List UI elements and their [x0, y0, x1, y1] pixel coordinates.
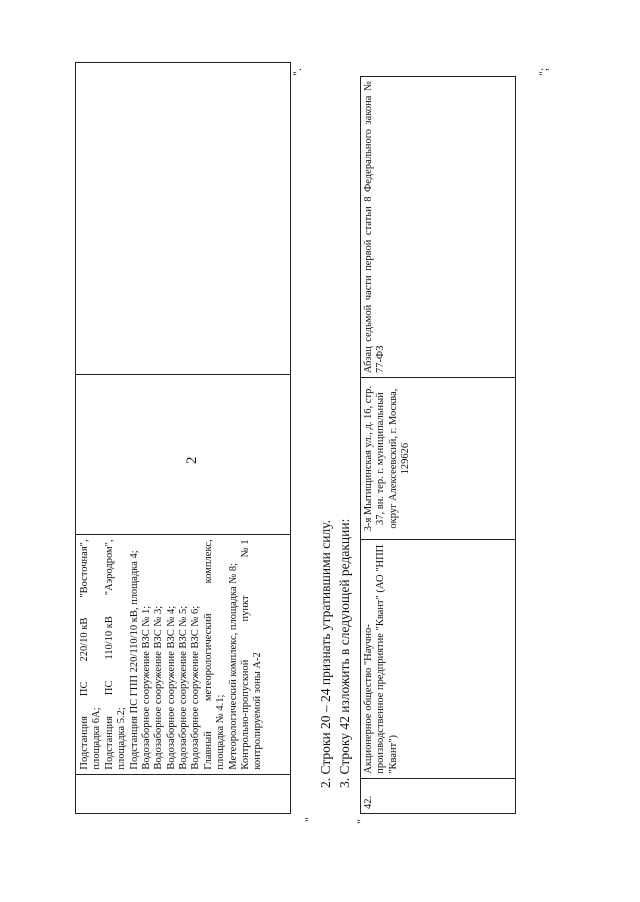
table2-open-quote: ": [354, 819, 368, 824]
page-number: 2: [184, 456, 200, 464]
paragraph-3: 3. Строку 42 изложить в следующей редакции:: [337, 518, 352, 788]
object-line-part: Водозаборное сооружение ВЗС № 4;: [165, 605, 177, 770]
object-line-part: Водозаборное сооружение ВЗС № 1;: [140, 605, 152, 770]
object-line: [153, 539, 165, 769]
object-line: [252, 539, 264, 769]
cell-legal-basis: Абзац седьмой части первой статьи 8 Федерального закона № 77-ФЗ: [361, 77, 516, 378]
object-line-part: ПС: [103, 680, 115, 696]
object-line: [240, 539, 252, 769]
table-continuation: [75, 62, 291, 814]
object-line-part: 110/10 кВ: [103, 616, 115, 660]
cell-address: 3-я Мытищинская ул., д. 16, стр. 37, вн. тер. г. муниципальный округ Алексеевский, г. Москва, 129626: [361, 378, 516, 540]
object-line-part: пункт: [239, 595, 251, 622]
object-line-part: "Аэродром",: [103, 539, 115, 596]
object-line-part: Главный: [202, 731, 214, 770]
object-line-part: № 1: [239, 539, 251, 558]
paragraph-2: 2. Строки 20 – 24 признать утратившими силу.: [318, 520, 333, 788]
object-line: [91, 539, 103, 769]
cell-address-empty: [76, 374, 291, 534]
object-line: [79, 539, 91, 769]
table-row: [76, 63, 291, 814]
table2-closing-mark: ";: [536, 67, 550, 76]
cell-basis-empty: [76, 63, 291, 375]
cell-objects-list: [76, 535, 291, 774]
left-quote-mark: ": [302, 817, 316, 822]
object-line-part: ПС: [79, 681, 90, 697]
object-line: [190, 539, 202, 769]
cell-row-number: 42.: [361, 778, 516, 813]
object-line-part: Подстанция ПС ГПП 220/110/10 кВ, площадка 4;: [128, 550, 140, 770]
cell-number-empty: [76, 774, 291, 813]
table-row-42: [360, 76, 516, 814]
object-line-part: 220/10 кВ: [79, 617, 90, 662]
table-row: [361, 77, 516, 814]
object-line-part: комплекс,: [202, 539, 214, 584]
object-line-part: "Восточная",: [79, 539, 90, 598]
object-line: [116, 539, 128, 769]
closing-quote-mark: ".: [290, 68, 304, 76]
object-line: [129, 539, 141, 769]
object-line: [141, 539, 153, 769]
object-line-part: Водозаборное сооружение ВЗС № 5;: [178, 605, 189, 770]
object-line-part: метеорологический: [202, 613, 214, 702]
object-line-part: Подстанция: [79, 716, 90, 770]
object-line-part: площадка 6А;: [91, 707, 103, 770]
object-line-part: площадка 5.2;: [116, 707, 128, 770]
object-line-part: площадка № 4.1;: [215, 694, 227, 770]
object-line-part: Подстанция: [103, 716, 115, 770]
object-line-part: Метеорологический комплекс, площадка № 8;: [227, 562, 239, 770]
object-line: [215, 539, 227, 769]
object-line-part: Контрольно-пропускной: [239, 659, 251, 770]
object-line-part: Водозаборное сооружение ВЗС № 3;: [153, 605, 165, 770]
object-line-part: контролируемой зоны А-2: [252, 652, 264, 770]
object-line: [104, 539, 116, 769]
cell-organization: Акционерное общество "Научно-производственное предприятие "Квант" (АО "НПП "Квант"): [361, 540, 516, 779]
object-line-part: Водозаборное сооружение ВЗС № 6;: [190, 605, 202, 770]
object-line: [228, 539, 240, 769]
object-line: [178, 539, 190, 769]
object-line: [166, 539, 178, 769]
object-line: [203, 539, 215, 769]
